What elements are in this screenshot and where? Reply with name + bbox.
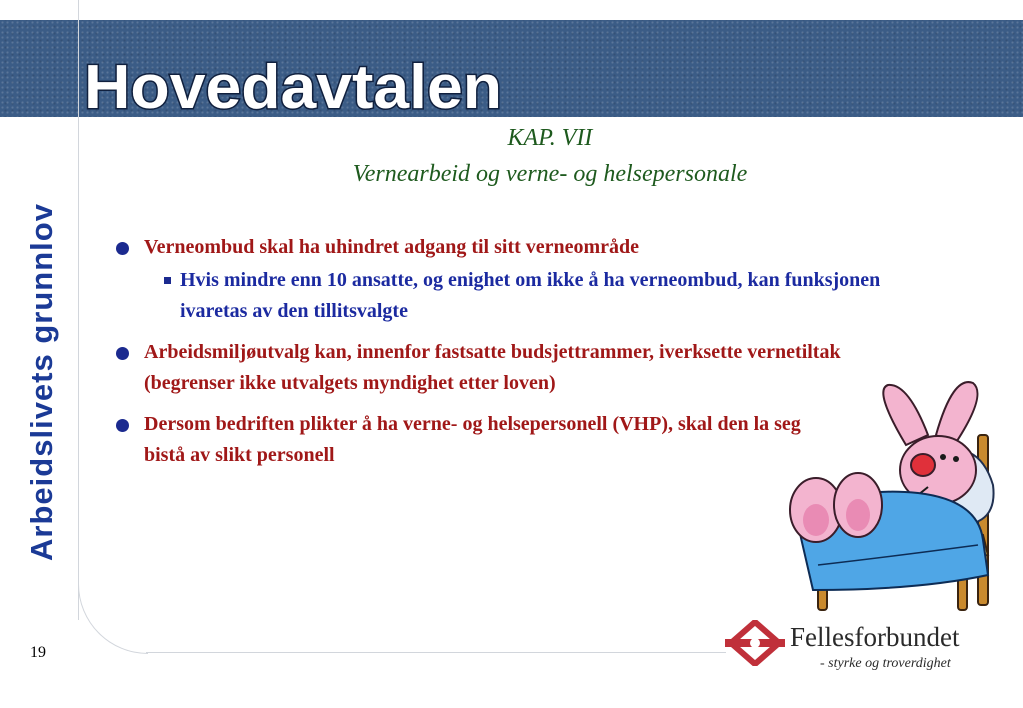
bullet-dot-icon <box>116 242 129 255</box>
side-title: Arbeidslivets grunnlov <box>24 203 59 561</box>
square-bullet-icon <box>164 277 171 284</box>
bullet-item <box>114 409 834 471</box>
chapter-label: KAP. VII <box>507 125 593 151</box>
page-number: 19 <box>30 644 46 661</box>
sub-bullet-text: Hvis mindre enn 10 ansatte, og enighet om ikke å ha verneombud, kan funksjonen ivaretas av den tillitsvalgte <box>180 269 881 322</box>
bullet-text: Verneombud skal ha uhindret adgang til sitt verneområde <box>144 236 640 258</box>
slide-heading <box>260 120 840 192</box>
left-divider <box>78 0 79 620</box>
banner-title-graphic <box>80 44 510 124</box>
bullet-item <box>114 337 874 399</box>
bullet-dot-icon <box>116 347 129 360</box>
bullet-text: Dersom bedriften plikter å ha verne- og helsepersonell (VHP), skal den la seg bistå av slikt personell <box>144 413 801 466</box>
bullet-dot-icon <box>116 419 129 432</box>
bullet-item <box>114 232 944 327</box>
banner-title: Hovedavtalen <box>84 53 502 122</box>
bullet-text: Arbeidsmiljøutvalg kan, innenfor fastsatte budsjettrammer, iverksette vernetiltak (begrenser ikke utvalgets myndighet etter loven) <box>144 341 841 394</box>
chapter-title: Vernearbeid og verne- og helsepersonale <box>352 161 748 187</box>
bottom-divider <box>146 652 726 653</box>
title-banner <box>0 20 1023 122</box>
sub-bullet-item <box>144 265 944 327</box>
logo-tagline: - styrke og troverdighet <box>820 656 951 671</box>
sick-rabbit-clipart <box>778 375 1013 615</box>
fellesforbundet-logo-icon <box>725 620 785 666</box>
divider-curve <box>78 560 148 654</box>
logo-name: Fellesforbundet <box>790 622 960 652</box>
